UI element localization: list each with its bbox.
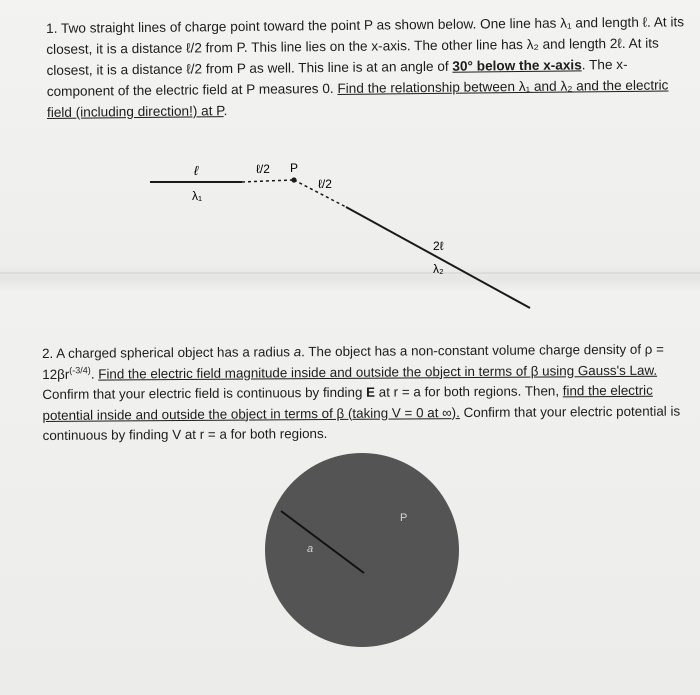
gap1-label: ℓ/2 (256, 162, 270, 176)
problem-1-statement: 1. Two straight lines of charge point toward the point P as shown below. One line has λ₁ and length ℓ. At its closest, it is a distance ℓ/2 from P. This line lies on the x-axis. The other line has λ₂ and length 2ℓ. At its closest, it is a distance ℓ/2 from P as well. This line is at an angle of (46, 14, 685, 78)
problem-2-confirm-field: Confirm that your electric field is continuous by finding (42, 384, 367, 402)
charged-sphere (265, 453, 459, 647)
problem-1-angle: 30° below the x-axis (452, 57, 582, 74)
density-exponent: (-3/4) (69, 364, 91, 375)
radius-variable: a (293, 344, 302, 360)
problem-2-statement: 2. A charged spherical object has a radius (42, 344, 294, 361)
line1-charge-label: λ₁ (192, 189, 203, 203)
problem-2-confirm-potential: Confirm that your electric potential is continuous by finding V at r = a for both regions. (42, 403, 681, 443)
problem-2-task-potential: find the electric potential inside and outside the object in terms of β (taking V = 0 at ∞). (42, 382, 653, 423)
point-p-label: P (290, 161, 299, 175)
problem-2-sep: . (90, 366, 99, 382)
problem-1-statement-cont: . The x-component of the electric field at P measures 0. (46, 56, 628, 99)
line2-charge-label: λ₂ (433, 262, 444, 276)
radius-label: a (307, 543, 314, 555)
problem-2-task-field: Find the electric field magnitude inside and outside the object in terms of β using Gauss's Law. (98, 362, 658, 382)
field-symbol: E (366, 384, 376, 400)
charge-density-expression: . The object has a non-constant volume charge density of ρ = 12βr (42, 341, 664, 382)
sphere-point-label: P (400, 512, 408, 524)
problem-1-end: . (223, 103, 228, 119)
problem-2-confirm-field-cont: at r = a for both regions. Then, (374, 383, 563, 400)
problem-1-task: Find the relationship between λ₁ and λ₂ and the electric field (including direction!) at P (46, 77, 669, 120)
gap2-label: ℓ/2 (318, 177, 332, 191)
line2-length-label: 2ℓ (433, 239, 444, 253)
line1-length-label: ℓ (194, 163, 199, 178)
